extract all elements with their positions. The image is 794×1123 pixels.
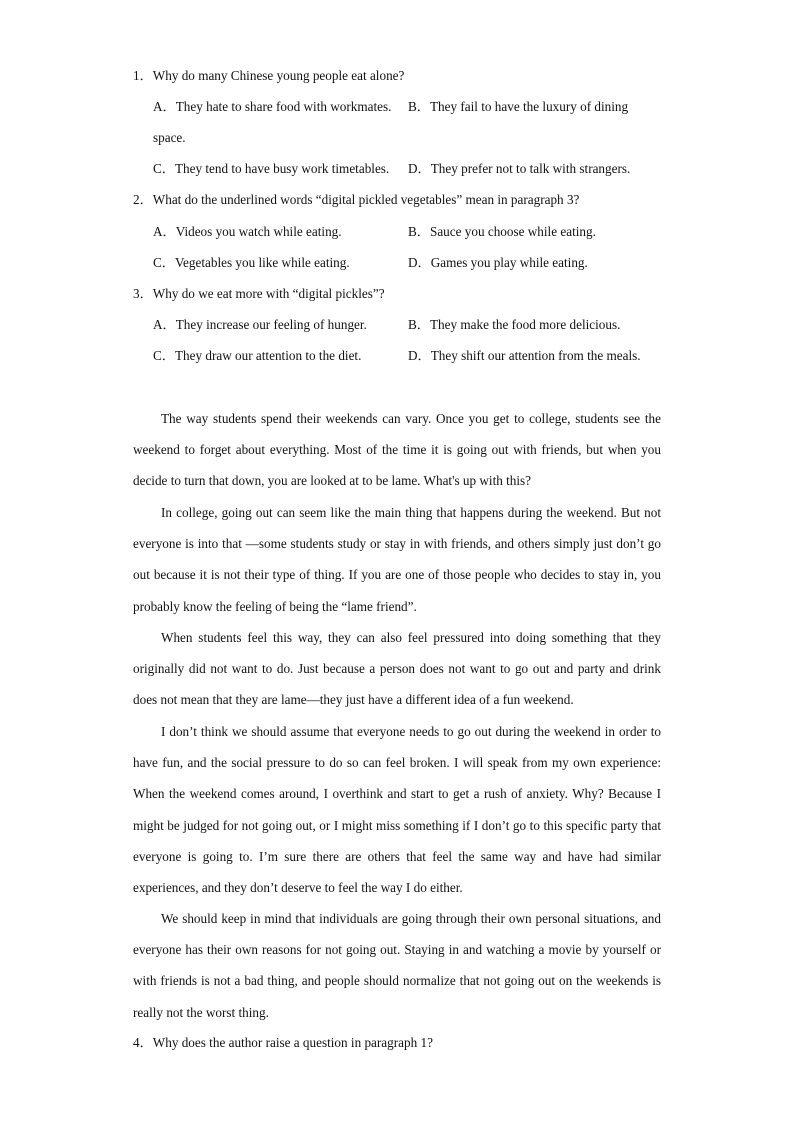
question-1-option-b-continued: space. xyxy=(153,130,186,145)
passage-paragraph-5: We should keep in mind that individuals are going through their own personal situations, and everyone has their own reasons for not going out. Staying in and watching a movie by yourself or with friends is not a bad thing, and people should normalize that not going out on the weekends is really not the worst thing. xyxy=(133,911,661,1020)
question-1-stem: 1．Why do many Chinese young people eat alone? xyxy=(133,68,405,83)
question-1-option-d: D．They prefer not to talk with strangers. xyxy=(408,161,631,176)
question-3-option-a: A．They increase our feeling of hunger. xyxy=(153,317,367,332)
question-1-option-a: A．They hate to share food with workmates. xyxy=(153,99,392,114)
question-4-stem: 4．Why does the author raise a question in paragraph 1? xyxy=(133,1035,433,1050)
passage-paragraph-3: When students feel this way, they can also feel pressured into doing something that they originally did not want to do. Just because a person does not want to go out and party and drink does not mean that they are lame—they just have a different idea of a fun weekend. xyxy=(133,630,661,708)
passage-paragraph-4: I don’t think we should assume that everyone needs to go out during the weekend in order to have fun, and the social pressure to do so can feel broken. I will speak from my own experience: When the weekend comes around, I overthink and start to get a rush of anxiety. Why? Because I might be judged for not going out, or I might miss something if I don’t go to this specific party that everyone is going to. I’m sure there are others that feel the same way and have had similar experiences, and they don’t deserve to feel the way I do either. xyxy=(133,724,661,896)
question-3-option-c: C．They draw our attention to the diet. xyxy=(153,348,362,363)
question-2-option-c: C．Vegetables you like while eating. xyxy=(153,255,350,270)
passage-paragraph-2: In college, going out can seem like the main thing that happens during the weekend. But not everyone is into that —some students study or stay in with friends, and others simply just don’t go out because it is not their type of thing. If you are one of those people who decides to stay in, you probably know the feeling of being the “lame friend”. xyxy=(133,505,661,614)
question-3-option-d: D．They shift our attention from the meals. xyxy=(408,348,641,363)
question-2-stem: 2．What do the underlined words “digital pickled vegetables” mean in paragraph 3? xyxy=(133,192,580,207)
passage-paragraph-1: The way students spend their weekends can vary. Once you get to college, students see the weekend to forget about everything. Most of the time it is going out with friends, but when you decide to turn that down, you are looked at to be lame. What's up with this? xyxy=(133,411,661,489)
question-1-option-c: C．They tend to have busy work timetables. xyxy=(153,161,390,176)
question-2-option-d: D．Games you play while eating. xyxy=(408,255,588,270)
question-3-option-b: B．They make the food more delicious. xyxy=(408,317,621,332)
question-3-stem: 3．Why do we eat more with “digital pickles”? xyxy=(133,286,385,301)
question-2-option-b: B．Sauce you choose while eating. xyxy=(408,224,596,239)
question-1-option-b: B．They fail to have the luxury of dining xyxy=(408,99,629,114)
question-2-option-a: A．Videos you watch while eating. xyxy=(153,224,342,239)
